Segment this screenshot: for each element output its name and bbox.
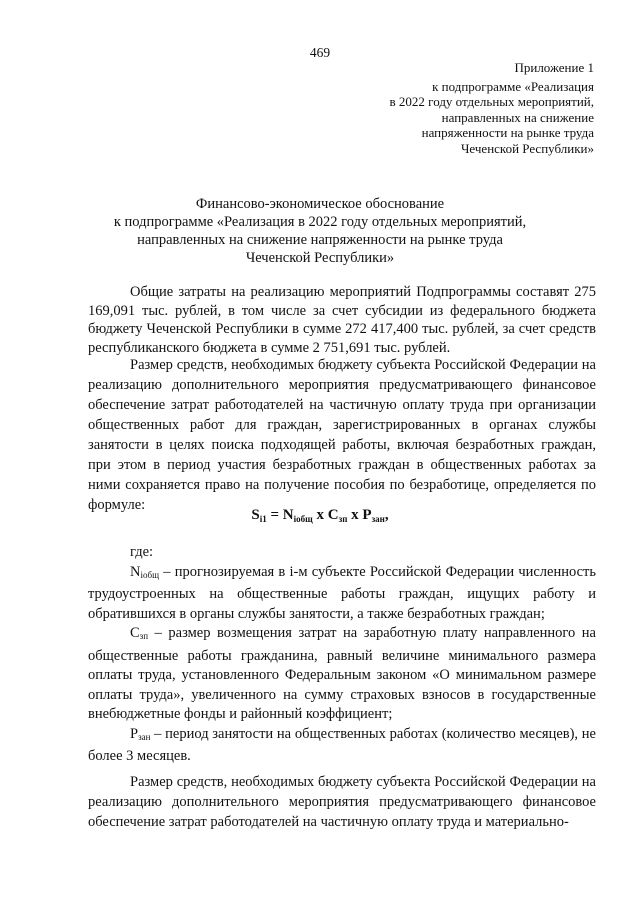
appendix-line: направленных на снижение	[441, 109, 594, 125]
definition-symbol: C	[130, 625, 140, 641]
paragraph-total-costs	[88, 283, 596, 357]
formula-subscript: зп	[338, 514, 348, 524]
formula-symbol: ,	[384, 507, 389, 523]
formula-subscript: iобщ	[293, 514, 313, 524]
definition-subscript: iобщ	[140, 569, 159, 580]
where-label: где:	[130, 544, 154, 560]
definition-c	[88, 624, 596, 725]
title-line: направленных на снижение напряженности на рынке труда	[137, 232, 503, 248]
definition-text: – прогнозируемая в i-м субъекте Российской Федерации численность трудоустроенных на общественные работы граждан, ищущих работу и обратившихся в органы службы занятости, а также безработных граждан;	[88, 563, 596, 622]
paragraph-funds-size-2	[88, 772, 596, 832]
paragraph-text: Размер средств, необходимых бюджету субъекта Российской Федерации на реализацию дополнительного мероприятия предусматривающего финансовое обеспечение затрат работодателей на частичную оплату труда при организации общественных работ для граждан, зарегистрированных в органах службы занятости в целях поиска подходящей работы, включая безработных граждан, при этом в период участия безработных граждан в общественных работах за ними сохраняется право на получение пособия по безработице, определяется по формуле:	[88, 357, 596, 513]
paragraph-text: Общие затраты на реализацию мероприятий Подпрограммы составят 275 169,091 тыс. рублей, в том числе за счет субсидии из федерального бюджета бюджету Чеченской Республики в сумме 272 417,400 тыс. рублей, за счет средств республиканского бюджета в сумме 2 751,691 тыс. рублей.	[88, 284, 596, 356]
formula-subscript: зан	[371, 514, 385, 524]
formula	[0, 507, 640, 524]
formula-symbol: x C	[312, 507, 339, 523]
paragraph-funds-size	[88, 355, 596, 515]
definition-symbol: N	[130, 563, 141, 580]
definition-text: – период занятости на общественных работах (количество месяцев), не более 3 месяцев.	[88, 725, 596, 764]
appendix-line: к подпрограмме «Реализация	[432, 78, 594, 94]
appendix-line: Чеченской Республики»	[460, 140, 594, 156]
page-number: 469	[309, 45, 331, 60]
definition-text: – размер возмещения затрат на заработную плату направленного на общественные работы гражданина, равный величине минимального размера оплаты труда, установленного Федеральным законом «О минимальном размере оплаты труда», увеличенного на сумму страховых взносов в государственные внебюджетные фонды и районный коэффициент;	[88, 625, 596, 722]
definition-symbol: P	[130, 725, 139, 742]
title-line: Финансово-экономическое обоснование	[195, 196, 445, 212]
formula-symbol: S	[251, 507, 260, 523]
title-line: Чеченской Республики»	[245, 250, 395, 266]
formula-definitions	[88, 543, 596, 767]
paragraph-text: Размер средств, необходимых бюджету субъекта Российской Федерации на реализацию дополнительного мероприятия предусматривающего финансовое обеспечение затрат работодателей на частичную оплату труда и материально-	[88, 774, 596, 830]
definition-subscript: зан	[138, 731, 151, 742]
appendix-label: Приложение 1	[514, 60, 594, 75]
formula-subscript: i1	[259, 514, 267, 524]
formula-symbol: x P	[347, 507, 372, 523]
definition-p	[88, 725, 596, 767]
definition-subscript: зп	[139, 631, 149, 641]
document-title	[100, 195, 540, 267]
appendix-header	[294, 60, 594, 156]
appendix-line: напряженности на рынке труда	[421, 125, 594, 140]
formula-symbol: = N	[266, 507, 294, 523]
title-line: к подпрограмме «Реализация в 2022 году отдельных мероприятий,	[113, 214, 527, 230]
definition-n	[88, 563, 596, 625]
appendix-line: в 2022 году отдельных мероприятий,	[389, 94, 594, 109]
